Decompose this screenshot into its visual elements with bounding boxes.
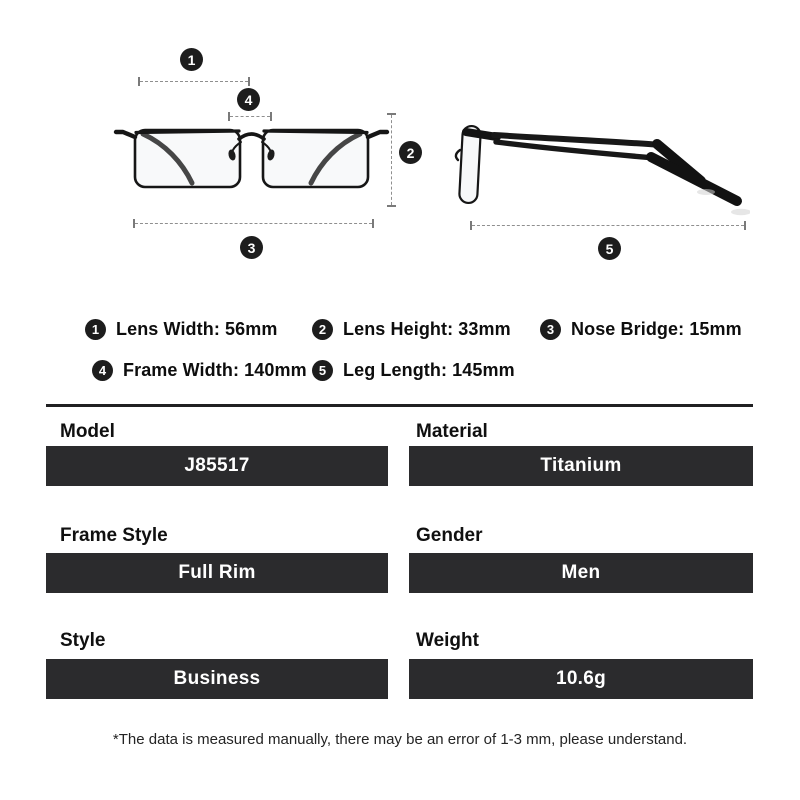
- glasses-side-view-image: [450, 112, 750, 217]
- legend-item-frame-width: [92, 360, 307, 381]
- legend-badge-4: 4: [92, 360, 113, 381]
- legend-text-lens-width: Lens Width: 56mm: [116, 319, 278, 339]
- spec-value-gender: Men: [409, 553, 753, 593]
- spec-label-gender: Gender: [416, 525, 483, 546]
- legend-text-lens-height: Lens Height: 33mm: [343, 319, 511, 339]
- table-top-divider: [46, 404, 753, 407]
- spec-label-weight: Weight: [416, 630, 479, 651]
- legend-item-nose-bridge: [540, 319, 742, 340]
- frame-width-measure-line: [133, 219, 374, 228]
- legend-badge-1: 1: [85, 319, 106, 340]
- spec-label-frame-style: Frame Style: [60, 525, 168, 546]
- legend-badge-5: 5: [312, 360, 333, 381]
- spec-value-model: J85517: [46, 446, 388, 486]
- lens-width-measure-line: [138, 77, 250, 86]
- spec-label-model: Model: [60, 421, 115, 442]
- legend-text-frame-width: Frame Width: 140mm: [123, 360, 307, 380]
- legend-badge-3: 3: [540, 319, 561, 340]
- marker-4-badge: 4: [237, 88, 260, 111]
- marker-3-badge: 3: [240, 236, 263, 259]
- legend-text-leg-length: Leg Length: 145mm: [343, 360, 515, 380]
- legend-item-lens-width: [85, 319, 277, 340]
- leg-length-measure-line: [470, 221, 746, 230]
- legend-text-nose-bridge: Nose Bridge: 15mm: [571, 319, 742, 339]
- spec-value-weight: 10.6g: [409, 659, 753, 699]
- marker-2-badge: 2: [399, 141, 422, 164]
- spec-value-frame-style: Full Rim: [46, 553, 388, 593]
- legend-item-leg-length: [312, 360, 515, 381]
- marker-5-badge: 5: [598, 237, 621, 260]
- spec-value-material: Titanium: [409, 446, 753, 486]
- legend-item-lens-height: [312, 319, 511, 340]
- marker-1-badge: 1: [180, 48, 203, 71]
- spec-label-style: Style: [60, 630, 106, 651]
- legend-badge-2: 2: [312, 319, 333, 340]
- nose-bridge-measure-line: [228, 112, 272, 121]
- lens-height-measure-line: [387, 113, 396, 207]
- measurement-disclaimer: *The data is measured manually, there may be an error of 1-3 mm, please understand.: [112, 731, 688, 748]
- spec-label-material: Material: [416, 421, 488, 442]
- spec-value-style: Business: [46, 659, 388, 699]
- glasses-front-view-image: [110, 110, 400, 210]
